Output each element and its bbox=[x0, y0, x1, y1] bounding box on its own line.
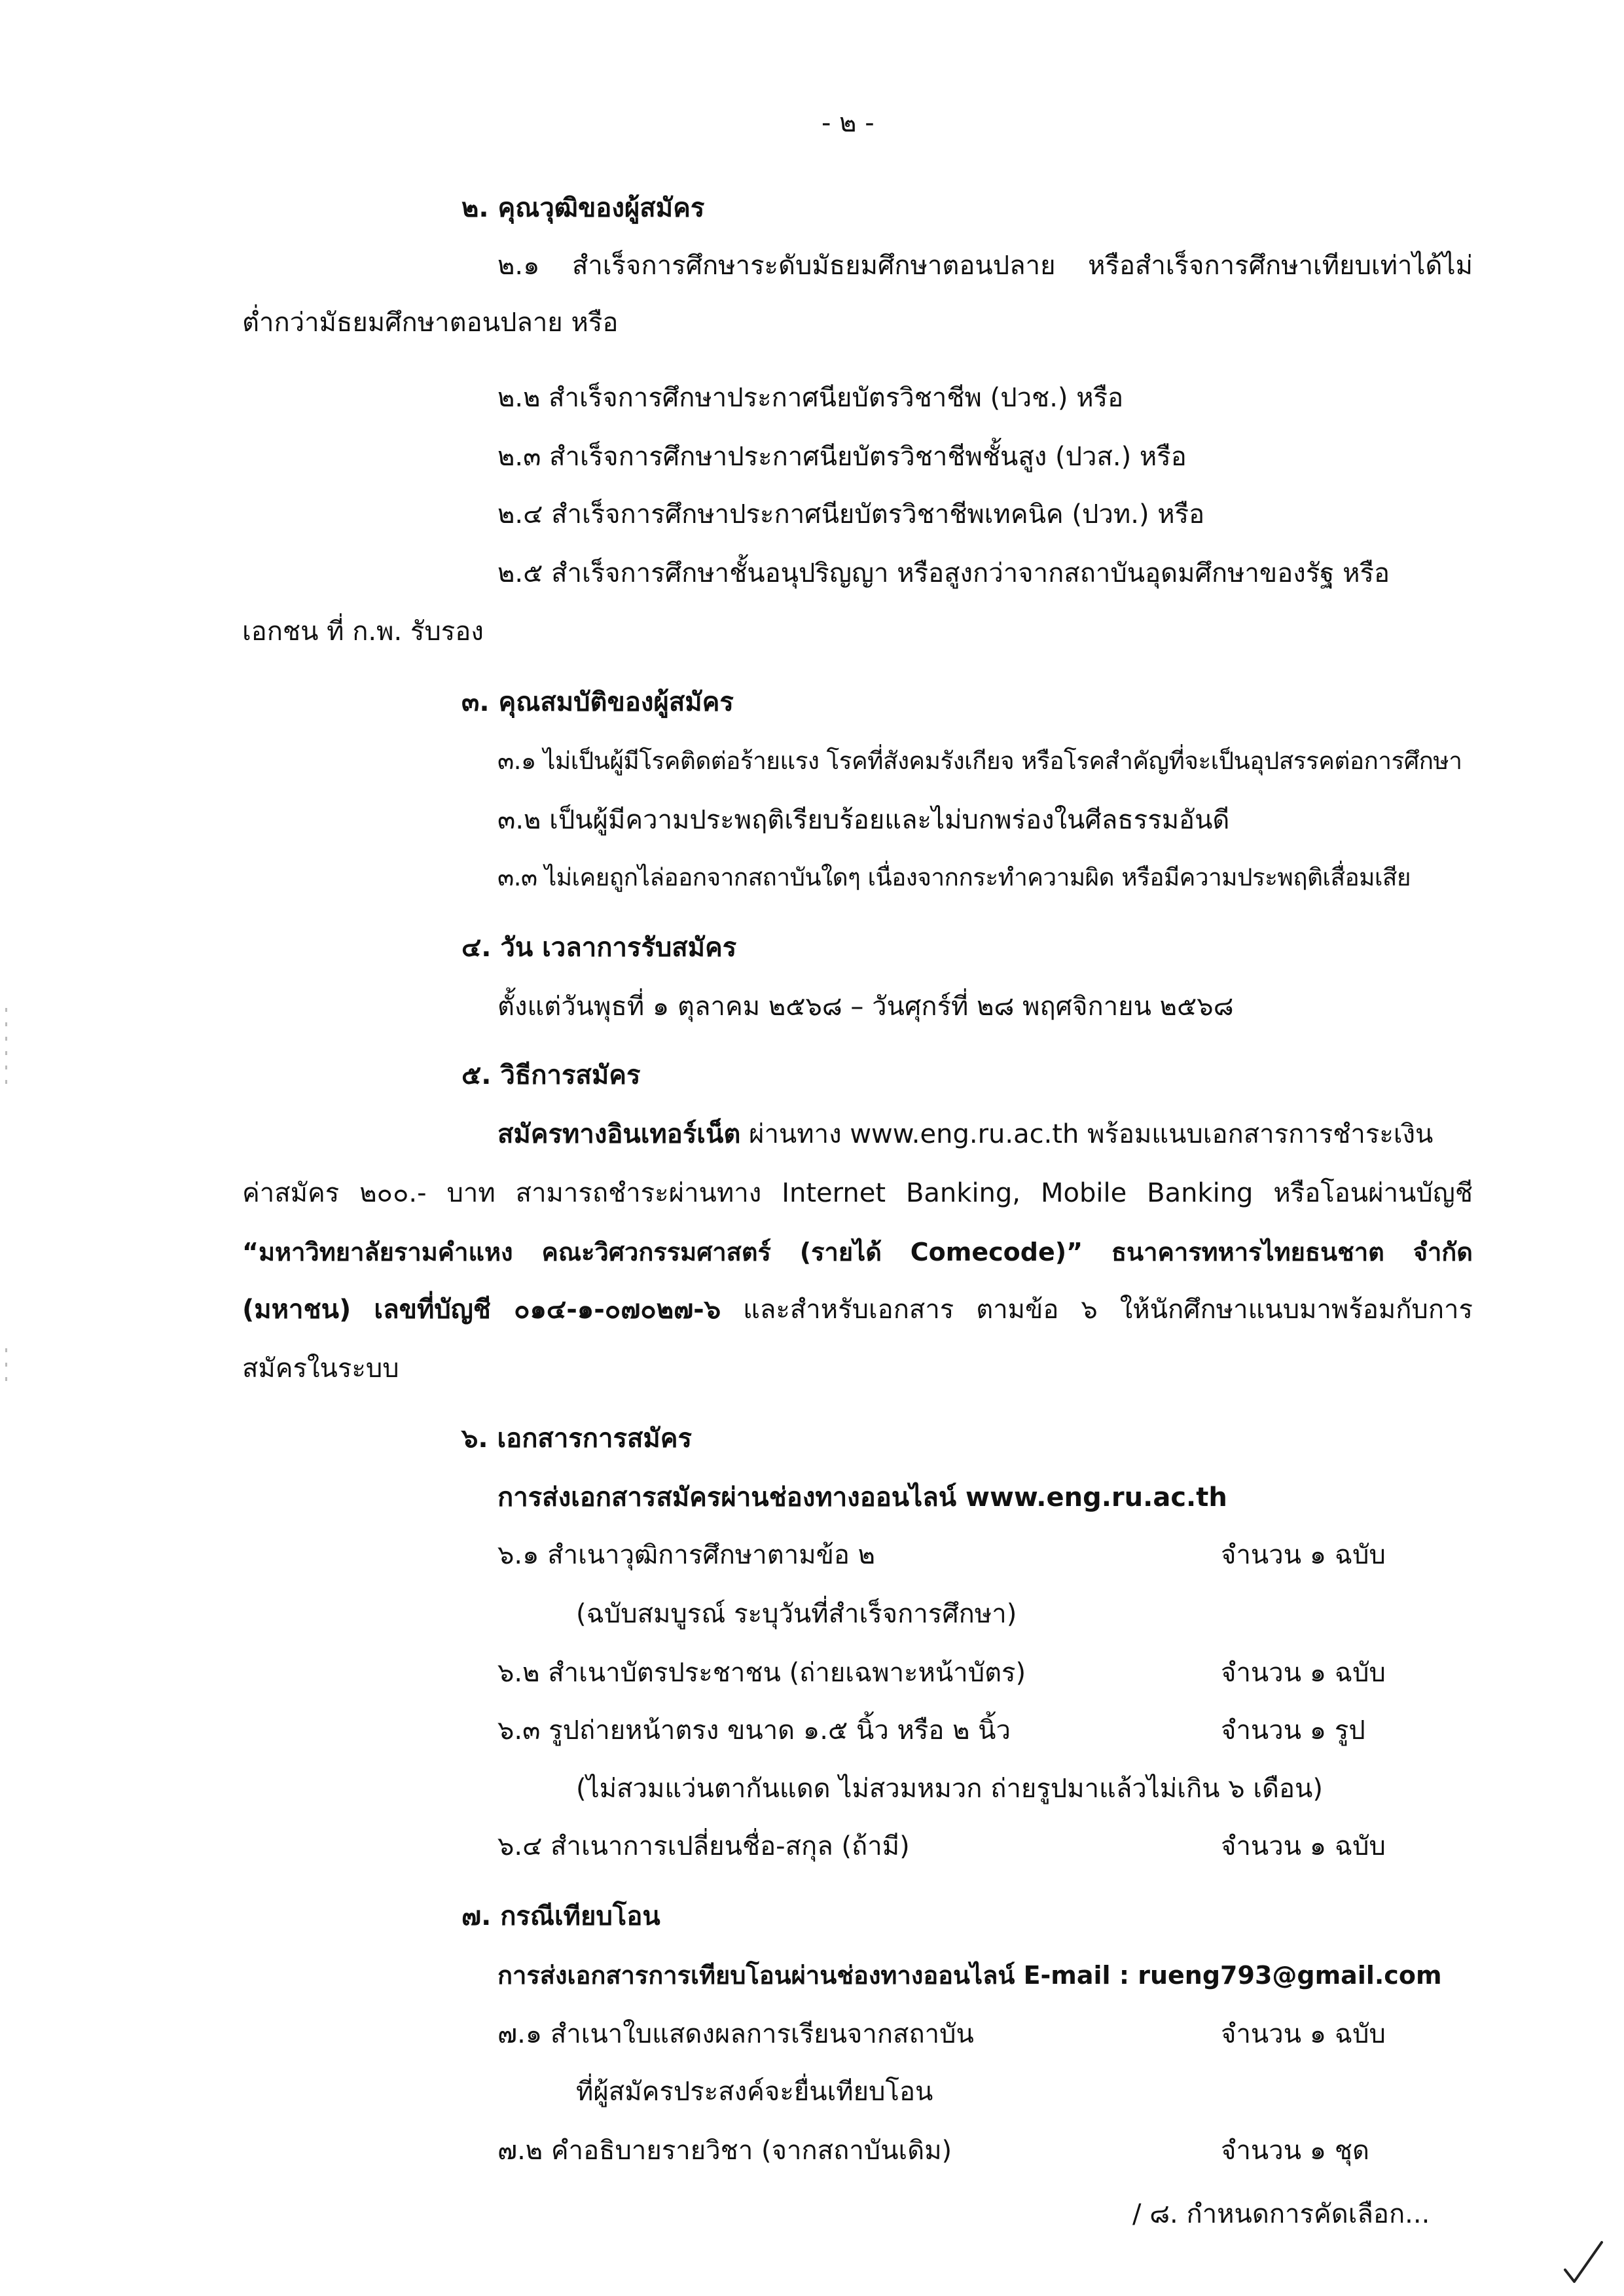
section-2-heading: ๒. คุณวุฒิของผู้สมัคร bbox=[461, 193, 705, 223]
section-4-period: ตั้งแต่วันพุธที่ ๑ ตุลาคม ๒๕๖๘ – วันศุกร์ที่ ๒๘ พฤศจิกายน ๒๕๖๘ bbox=[497, 992, 1234, 1022]
doc-item-label: ๖.๑ สำเนาวุฒิการศึกษาตามข้อ ๒ bbox=[497, 1540, 876, 1570]
page-number: - ๒ - bbox=[821, 108, 875, 138]
section-7-subheading: การส่งเอกสารการเทียบโอนผ่านช่องทางออนไลน์ E-mail : rueng793@gmail.com bbox=[497, 1961, 1442, 1990]
section-3-item-3: ๓.๓ ไม่เคยถูกไล่ออกจากสถาบันใดๆ เนื่องจากกระทำความผิด หรือมีความประพฤติเสื่อมเสีย bbox=[497, 863, 1411, 891]
section-2-item-2: ๒.๒ สำเร็จการศึกษาประกาศนียบัตรวิชาชีพ (ปวช.) หรือ bbox=[497, 383, 1124, 413]
doc-item-label: ๖.๒ สำเนาบัตรประชาชน (ถ่ายเฉพาะหน้าบัตร) bbox=[497, 1658, 1026, 1688]
section-5-account-name: “มหาวิทยาลัยรามคำแหง คณะวิศวกรรมศาสตร์ (รายได้ Comecode)” ธนาคารทหารไทยธนชาต จำกัด bbox=[242, 1238, 1473, 1266]
transfer-item-label: ๗.๑ สำเนาใบแสดงผลการเรียนจากสถาบัน bbox=[497, 2019, 974, 2049]
section-6-subheading: การส่งเอกสารสมัครผ่านช่องทางออนไลน์ www.eng.ru.ac.th bbox=[497, 1482, 1227, 1513]
doc-item-qty: จำนวน ๑ ฉบับ bbox=[1221, 1831, 1386, 1861]
section-3-item-2: ๓.๒ เป็นผู้มีความประพฤติเรียบร้อยและไม่บกพร่องในศีลธรรมอันดี bbox=[497, 805, 1230, 835]
scan-margin-mark bbox=[5, 1348, 7, 1388]
section-2-item-1-line1: ๒.๑ สำเร็จการศึกษาระดับมัธยมศึกษาตอนปลาย หรือสำเร็จการศึกษาเทียบเท่าได้ไม่ bbox=[497, 251, 1473, 281]
transfer-item-qty: จำนวน ๑ ชุด bbox=[1221, 2136, 1369, 2166]
section-5-line-4 bbox=[242, 1291, 1473, 1328]
section-6-heading: ๖. เอกสารการสมัคร bbox=[461, 1424, 692, 1454]
doc-item-note: (ฉบับสมบูรณ์ ระบุวันที่สำเร็จการศึกษา) bbox=[576, 1599, 1017, 1629]
section-2-item-5-line1: ๒.๕ สำเร็จการศึกษาชั้นอนุปริญญา หรือสูงกว่าจากสถาบันอุดมศึกษาของรัฐ หรือ bbox=[497, 558, 1390, 588]
doc-item-note: (ไม่สวมแว่นตากันแดด ไม่สวมหมวก ถ่ายรูปมาแล้วไม่เกิน ๖ เดือน) bbox=[576, 1774, 1323, 1804]
section-2-item-5-line2: เอกชน ที่ ก.พ. รับรอง bbox=[242, 617, 484, 647]
doc-item-qty: จำนวน ๑ ฉบับ bbox=[1221, 1658, 1386, 1688]
section-7-heading: ๗. กรณีเทียบโอน bbox=[461, 1901, 660, 1931]
apply-online-text: ผ่านทาง www.eng.ru.ac.th พร้อมแนบเอกสารการชำระเงิน bbox=[740, 1119, 1434, 1149]
continuation-note: / ๘. กำหนดการคัดเลือก... bbox=[1132, 2199, 1430, 2229]
doc-item-label: ๖.๓ รูปถ่ายหน้าตรง ขนาด ๑.๕ นิ้ว หรือ ๒ นิ้ว bbox=[497, 1715, 1011, 1746]
scan-margin-mark bbox=[5, 1008, 7, 1086]
transfer-item-qty: จำนวน ๑ ฉบับ bbox=[1221, 2019, 1386, 2049]
section-3-item-1: ๓.๑ ไม่เป็นผู้มีโรคติดต่อร้ายแรง โรคที่สังคมรังเกียจ หรือโรคสำคัญที่จะเป็นอุปสรรคต่อการศึกษา bbox=[497, 747, 1462, 775]
check-mark-icon bbox=[1561, 2238, 1607, 2287]
section-3-heading: ๓. คุณสมบัติของผู้สมัคร bbox=[461, 687, 734, 717]
account-number: (มหาชน) เลขที่บัญชี ๐๑๔-๑-๐๗๐๒๗-๖ bbox=[242, 1295, 721, 1325]
doc-item-label: ๖.๔ สำเนาการเปลี่ยนชื่อ-สกุล (ถ้ามี) bbox=[497, 1831, 910, 1861]
section-2-item-3: ๒.๓ สำเร็จการศึกษาประกาศนียบัตรวิชาชีพชั้นสูง (ปวส.) หรือ bbox=[497, 442, 1187, 472]
section-5-line-1 bbox=[497, 1116, 1433, 1153]
apply-online-label: สมัครทางอินเทอร์เน็ต bbox=[497, 1119, 741, 1149]
section-2-item-1-line2: ต่ำกว่ามัธยมศึกษาตอนปลาย หรือ bbox=[242, 308, 619, 338]
doc-item-qty: จำนวน ๑ รูป bbox=[1221, 1715, 1365, 1746]
section-5-line-5: สมัครในระบบ bbox=[242, 1354, 399, 1384]
section-4-heading: ๔. วัน เวลาการรับสมัคร bbox=[461, 933, 737, 963]
doc-item-qty: จำนวน ๑ ฉบับ bbox=[1221, 1540, 1386, 1570]
section-2-item-4: ๒.๔ สำเร็จการศึกษาประกาศนียบัตรวิชาชีพเทคนิค (ปวท.) หรือ bbox=[497, 499, 1205, 529]
section-5-line-4-rest: และสำหรับเอกสาร ตามข้อ ๖ ให้นักศึกษาแนบมาพร้อมกับการ bbox=[721, 1295, 1473, 1325]
section-5-line-2: ค่าสมัคร ๒๐๐.- บาท สามารถชำระผ่านทาง Internet Banking, Mobile Banking หรือโอนผ่านบัญชี bbox=[242, 1178, 1473, 1208]
transfer-item-label: ๗.๒ คำอธิบายรายวิชา (จากสถาบันเดิม) bbox=[497, 2136, 952, 2166]
section-5-heading: ๕. วิธีการสมัคร bbox=[461, 1060, 641, 1090]
transfer-item-note: ที่ผู้สมัครประสงค์จะยื่นเทียบโอน bbox=[576, 2077, 933, 2107]
